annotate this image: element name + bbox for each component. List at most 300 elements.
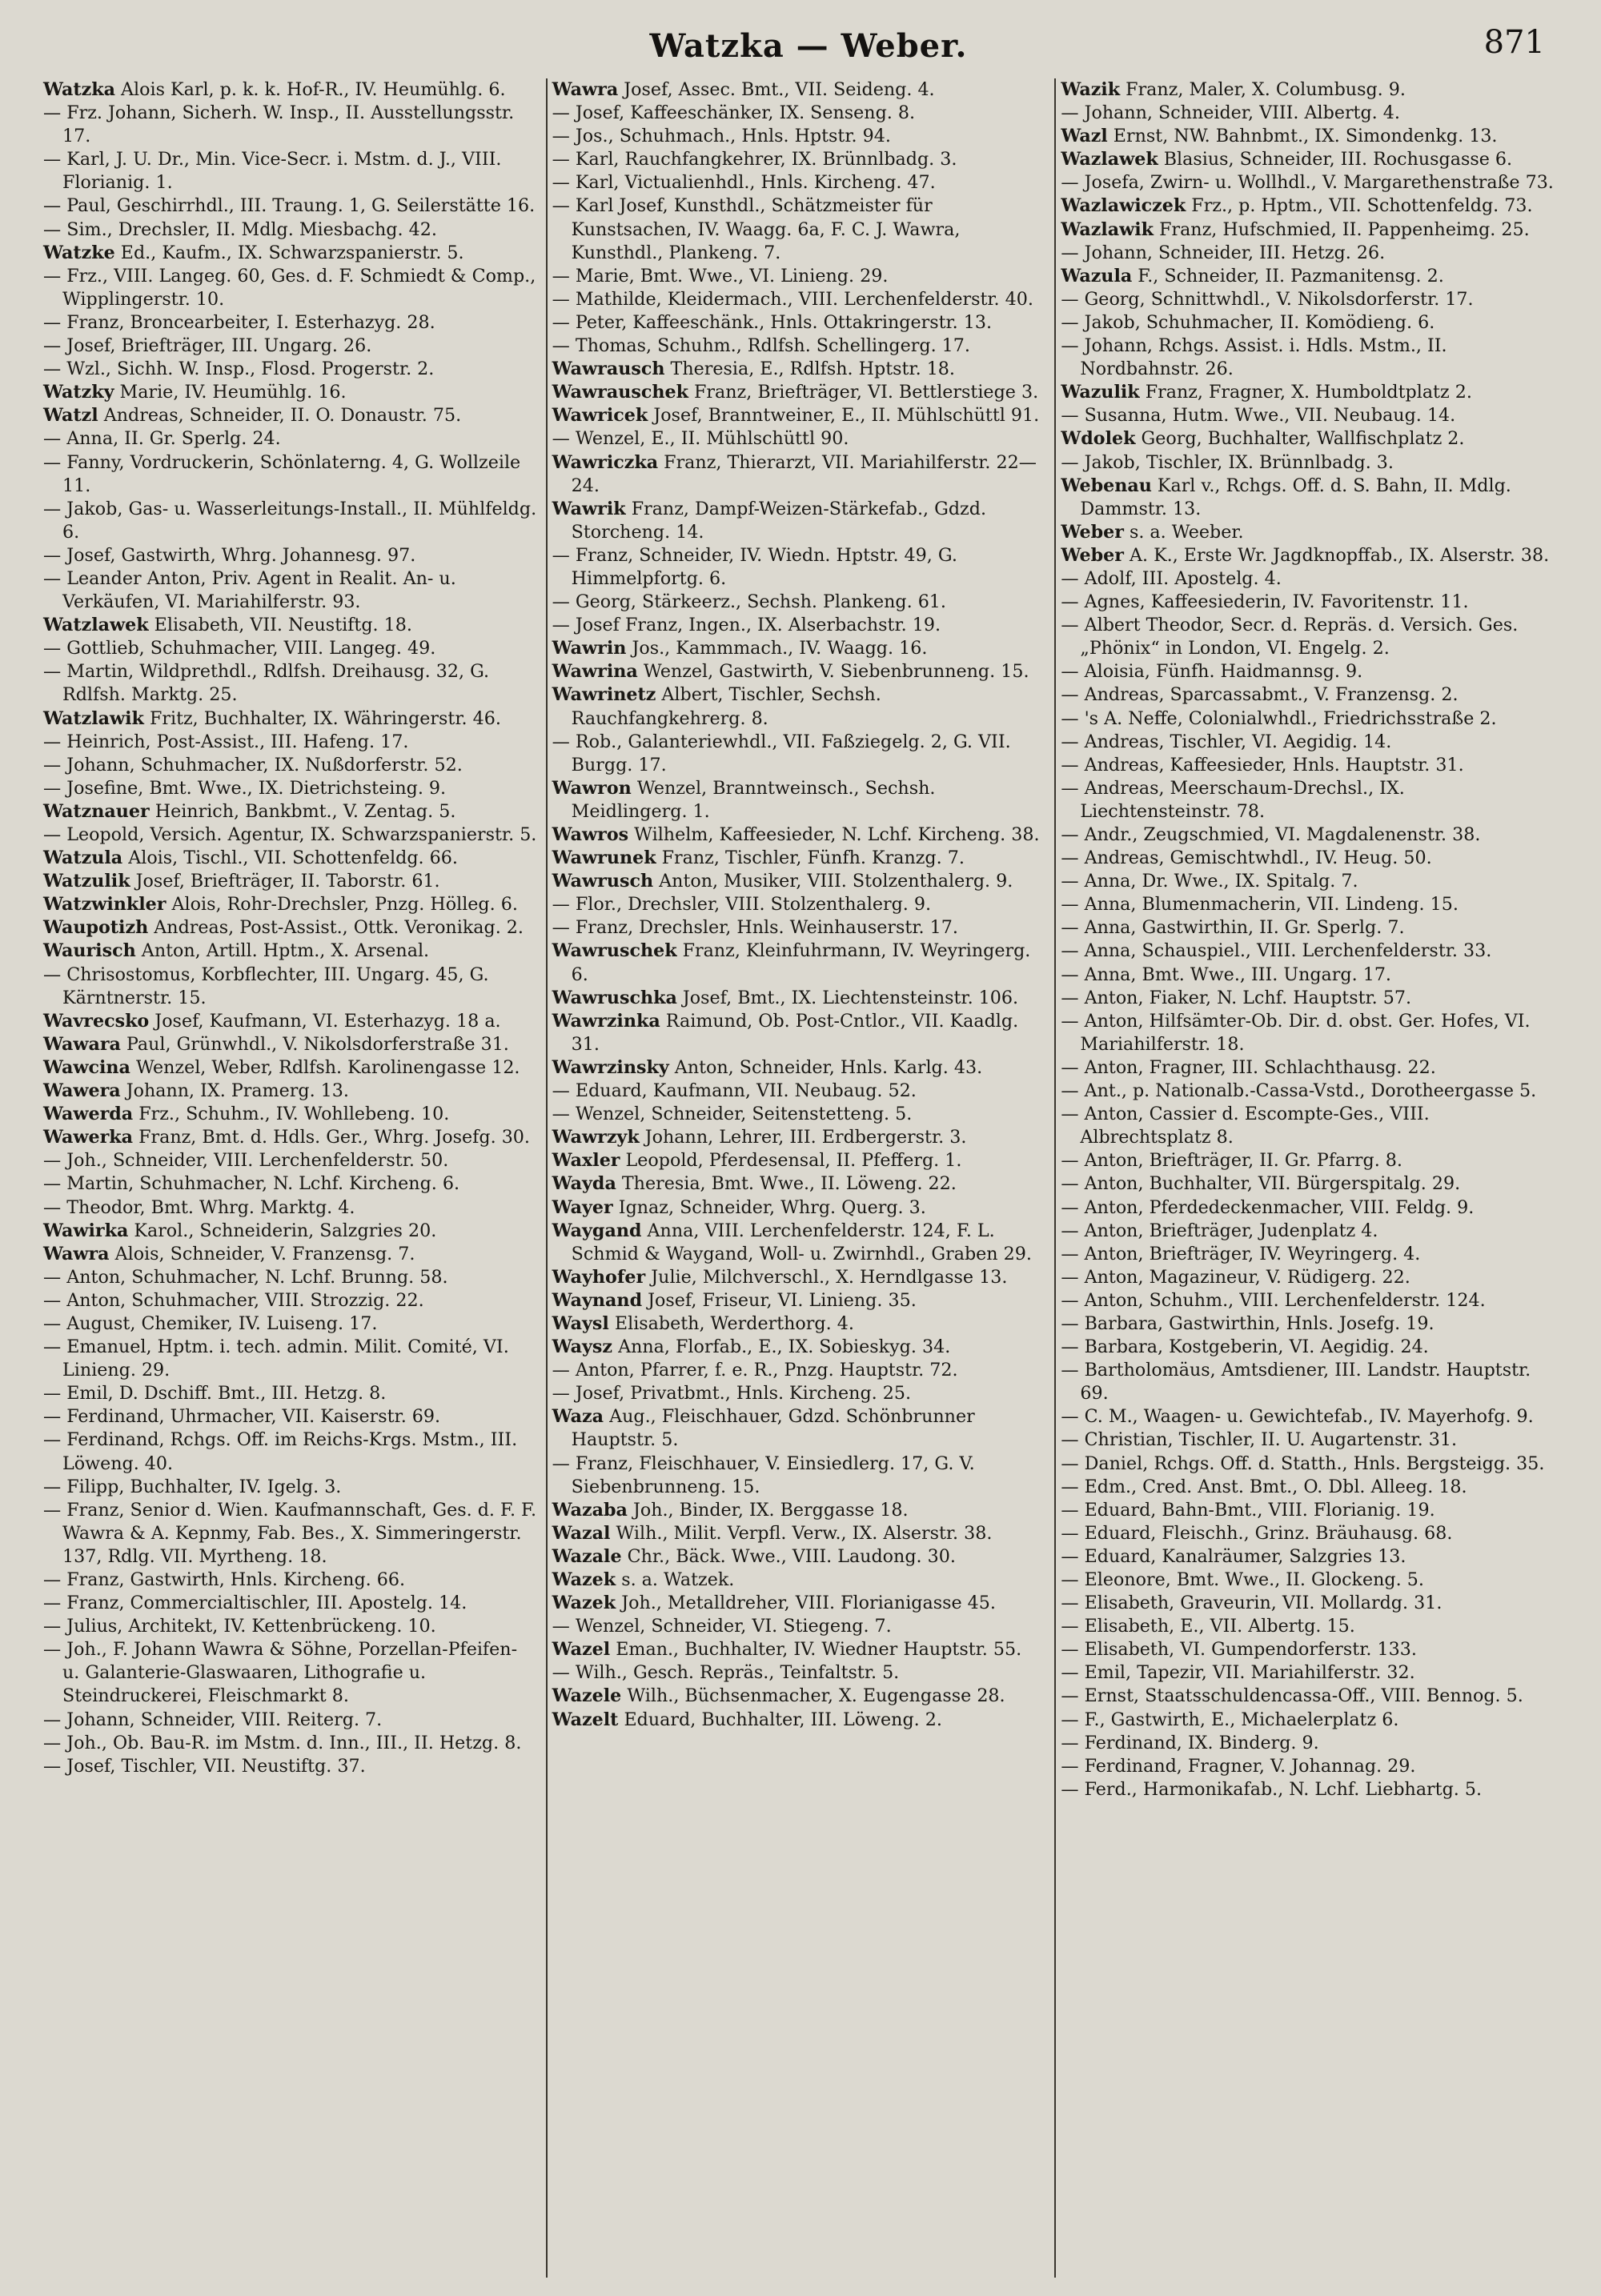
directory-entry	[552, 591, 1049, 614]
column-middle	[546, 78, 1055, 2278]
entry-text: — Albert Theodor, Secr. d. Repräs. d. Versich. Ges. „Phönix“ in London, VI. Engelg. 2.	[1061, 615, 1519, 659]
directory-entry	[1061, 660, 1557, 683]
entry-text: Josef, Bmt., IX. Liechtensteinstr. 106.	[676, 987, 1019, 1008]
entry-text: Julie, Milchverschl., X. Herndlgasse 13.	[645, 1266, 1008, 1288]
entry-headword: Wazl	[1061, 126, 1108, 147]
directory-entry	[1061, 1172, 1557, 1196]
entry-headword: Wawrunek	[552, 847, 656, 869]
directory-entry	[552, 637, 1049, 660]
entry-text: — Jakob, Tischler, IX. Brünnlbadg. 3.	[1061, 451, 1394, 473]
directory-entry	[1061, 1220, 1557, 1243]
entry-text: Elisabeth, VII. Neustiftg. 18.	[148, 615, 412, 636]
entry-headword: Wazulik	[1061, 382, 1140, 403]
entry-text: Georg, Buchhalter, Wallfischplatz 2.	[1135, 428, 1465, 450]
directory-entry	[1061, 823, 1557, 847]
entry-headword: Watzky	[43, 382, 114, 403]
entry-text: — Wenzel, E., II. Mühlschüttl 90.	[552, 428, 849, 450]
directory-entry	[1061, 1405, 1557, 1428]
entry-headword: Weber	[1061, 544, 1124, 566]
directory-entry	[1061, 544, 1557, 567]
directory-entry	[552, 171, 1049, 194]
entry-text: — Josefine, Bmt. Wwe., IX. Dietrichsteing. 9.	[43, 777, 447, 799]
entry-headword: Wazelt	[552, 1709, 619, 1730]
directory-entry	[43, 78, 540, 102]
entry-text: — Franz, Gastwirth, Hnls. Kircheng. 66.	[43, 1569, 406, 1590]
entry-text: — Wenzel, Schneider, Seitenstetteng. 5.	[552, 1104, 913, 1125]
entry-text: — Agnes, Kaffeesiederin, IV. Favoritenstr. 11.	[1061, 591, 1469, 613]
entry-text: Josef, Friseur, VI. Linieng. 35.	[642, 1289, 917, 1311]
directory-entry	[552, 614, 1049, 637]
entry-text: — Eduard, Fleischh., Grinz. Bräuhausg. 68.	[1061, 1522, 1453, 1544]
directory-entry	[1061, 1289, 1557, 1312]
entry-headword: Wawrzinsky	[552, 1056, 669, 1078]
entry-headword: Wawrin	[552, 638, 627, 659]
entry-headword: Wazlawik	[1061, 218, 1154, 240]
directory-entry	[43, 1592, 540, 1615]
directory-entry	[43, 311, 540, 335]
directory-entry	[43, 1428, 540, 1475]
directory-entry	[43, 800, 540, 823]
directory-entry	[1061, 1615, 1557, 1638]
directory-entry	[43, 1056, 540, 1080]
entry-text: Franz, Maler, X. Columbusg. 9.	[1120, 79, 1406, 100]
directory-entry	[1061, 381, 1557, 404]
entry-text: — Georg, Schnittwhdl., V. Nikolsdorferstr. 17.	[1061, 288, 1474, 310]
directory-entry	[1061, 1243, 1557, 1266]
directory-entry	[43, 358, 540, 381]
directory-entry	[43, 1476, 540, 1499]
directory-entry	[1061, 311, 1557, 335]
directory-entry	[552, 1289, 1049, 1312]
directory-entry	[552, 265, 1049, 288]
entry-text: — Anton, Buchhalter, VII. Bürgerspitalg. 29.	[1061, 1173, 1461, 1195]
directory-entry	[552, 358, 1049, 381]
entry-text: — Karl, Rauchfangkehrer, IX. Brünnlbadg. 3.	[552, 149, 957, 170]
page-header	[48, 18, 1569, 74]
directory-entry	[43, 660, 540, 707]
entry-text: — Johann, Schneider, VIII. Reiterg. 7.	[43, 1709, 383, 1730]
entry-text: Josef, Branntweiner, E., II. Mühlschüttl 91.	[648, 405, 1040, 427]
entry-headword: Wazula	[1061, 265, 1133, 286]
entry-text: — Barbara, Kostgeberin, VI. Aegidig. 24.	[1061, 1336, 1429, 1358]
entry-text: Wenzel, Weber, Rdlfsh. Karolinengasse 12.	[130, 1056, 520, 1078]
directory-entry	[552, 311, 1049, 335]
entry-text: — Johann, Schneider, III. Hetzg. 26.	[1061, 242, 1386, 263]
entry-text: — Eduard, Kanalräumer, Salzgries 13.	[1061, 1545, 1406, 1567]
entry-text: Ignaz, Schneider, Whrg. Querg. 3.	[612, 1196, 926, 1218]
directory-entry	[43, 893, 540, 916]
entry-text: — Anna, Schauspiel., VIII. Lerchenfelderstr. 33.	[1061, 940, 1492, 962]
entry-headword: Waxler	[552, 1150, 620, 1172]
directory-entry	[43, 1289, 540, 1312]
entry-headword: Watznauer	[43, 800, 150, 822]
entry-text: — Julius, Architekt, IV. Kettenbrückeng. 10.	[43, 1616, 436, 1637]
entry-text: — Josef, Gastwirth, Whrg. Johannesg. 97.	[43, 544, 416, 566]
entry-headword: Waurisch	[43, 940, 136, 962]
entry-text: Jos., Kammmach., IV. Waagg. 16.	[626, 638, 928, 659]
entry-text: Alois Karl, p. k. k. Hof-R., IV. Heumühlg. 6.	[114, 79, 506, 100]
directory-entry	[552, 288, 1049, 311]
directory-entry	[43, 1709, 540, 1732]
directory-entry	[1061, 964, 1557, 987]
directory-entry	[43, 940, 540, 963]
entry-headword: Weber	[1061, 521, 1124, 543]
directory-entry	[552, 1638, 1049, 1661]
directory-entry	[1061, 1545, 1557, 1569]
entry-text: Franz, Thierarzt, VII. Mariahilferstr. 22—24.	[571, 451, 1037, 496]
entry-text: s. a. Watzek.	[616, 1569, 735, 1590]
directory-entry	[1061, 1709, 1557, 1732]
directory-entry	[552, 1709, 1049, 1732]
entry-text: Wilhelm, Kaffeesieder, N. Lchf. Kircheng. 38.	[628, 824, 1040, 845]
entry-text: Raimund, Ob. Post-Cntlor., VII. Kaadlg. 31.	[571, 1010, 1019, 1055]
entry-text: Franz, Dampf-Weizen-Stärkefab., Gdzd. Storcheng. 14.	[571, 498, 986, 543]
entry-text: — Wenzel, Schneider, VI. Stiegeng. 7.	[552, 1616, 892, 1637]
entry-text: — Rob., Galanteriewhdl., VII. Faßziegelg. 2, G. VII. Burgg. 17.	[552, 731, 1011, 775]
directory-entry	[552, 1453, 1049, 1499]
entry-text: — Martin, Wildprethdl., Rdlfsh. Dreihausg. 32, G. Rdlfsh. Marktg. 25.	[43, 661, 490, 706]
entry-text: — Johann, Schneider, VIII. Albertg. 4.	[1061, 102, 1400, 124]
directory-entry	[552, 777, 1049, 823]
entry-text: Franz, Tischler, Fünfh. Kranzg. 7.	[656, 847, 965, 869]
directory-entry	[1061, 1428, 1557, 1452]
entry-text: — Anna, Bmt. Wwe., III. Ungarg. 17.	[1061, 964, 1391, 985]
entry-text: — Marie, Bmt. Wwe., VI. Linieng. 29.	[552, 265, 889, 286]
entry-headword: Wazal	[552, 1522, 611, 1544]
entry-text: Karol., Schneiderin, Salzgries 20.	[128, 1220, 437, 1241]
entry-headword: Wayhofer	[552, 1266, 646, 1288]
entry-text: — Ferdinand, Uhrmacher, VII. Kaiserstr. 69.	[43, 1406, 441, 1428]
directory-entry	[1061, 1661, 1557, 1685]
entry-text: — Franz, Commercialtischler, III. Apostelg. 14.	[43, 1593, 467, 1614]
directory-entry	[1061, 171, 1557, 194]
entry-text: Anton, Musiker, VIII. Stolzenthalerg. 9.	[653, 871, 1013, 892]
entry-text: — Theodor, Bmt. Whrg. Marktg. 4.	[43, 1196, 355, 1218]
directory-entry	[1061, 335, 1557, 381]
entry-text: — Ant., p. Nationalb.-Cassa-Vstd., Dorotheergasse 5.	[1061, 1080, 1537, 1102]
entry-headword: Watzwinkler	[43, 894, 167, 916]
entry-headword: Waza	[552, 1406, 604, 1428]
entry-headword: Wawruschka	[552, 987, 677, 1008]
directory-entry	[552, 1405, 1049, 1452]
entry-text: Frz., p. Hptm., VII. Schottenfeldg. 73.	[1186, 195, 1533, 217]
entry-text: Karl v., Rchgs. Off. d. S. Bahn, II. Mdlg. Dammstr. 13.	[1080, 475, 1511, 519]
entry-text: Aug., Fleischhauer, Gdzd. Schönbrunner Hauptstr. 5.	[571, 1406, 975, 1451]
entry-text: — F., Gastwirth, E., Michaelerplatz 6.	[1061, 1709, 1399, 1730]
entry-text: — Sim., Drechsler, II. Mdlg. Miesbachg. 42.	[43, 218, 437, 240]
directory-entry	[552, 1382, 1049, 1405]
entry-headword: Wazel	[552, 1639, 611, 1661]
directory-entry	[43, 823, 540, 847]
directory-entry	[552, 847, 1049, 870]
entry-text: — Anna, Dr. Wwe., IX. Spitalg. 7.	[1061, 871, 1358, 892]
entry-text: Anna, VIII. Lerchenfelderstr. 124, F. L. Schmid & Waygand, Woll- u. Zwirnhdl., Graben 29.	[571, 1220, 1032, 1264]
directory-entry	[552, 194, 1049, 264]
page-title: Watzka — Weber.	[649, 26, 968, 65]
entry-headword: Wazek	[552, 1569, 616, 1590]
entry-headword: Waysl	[552, 1312, 609, 1334]
directory-entry	[1061, 707, 1557, 731]
entry-text: — Johann, Rchgs. Assist. i. Hdls. Mstm., II. Nordbahnstr. 26.	[1061, 335, 1447, 380]
directory-entry	[1061, 1010, 1557, 1056]
entry-text: — Leopold, Versich. Agentur, IX. Schwarzspanierstr. 5.	[43, 824, 537, 845]
directory-entry	[1061, 731, 1557, 754]
directory-entry	[552, 404, 1049, 427]
entry-text: Alois, Schneider, V. Franzensg. 7.	[109, 1243, 415, 1264]
directory-entry	[552, 451, 1049, 498]
column-left	[38, 78, 546, 2278]
directory-entry	[1061, 194, 1557, 218]
entry-text: — Elisabeth, VI. Gumpendorferstr. 133.	[1061, 1639, 1417, 1661]
directory-entry	[552, 1336, 1049, 1359]
directory-entry	[552, 1220, 1049, 1266]
directory-entry	[1061, 451, 1557, 475]
entry-text: Fritz, Buchhalter, IX. Währingerstr. 46.	[143, 707, 501, 729]
entry-text: — Chrisostomus, Korbflechter, III. Ungarg. 45, G. Kärntnerstr. 15.	[43, 964, 489, 1008]
directory-entry	[1061, 1080, 1557, 1103]
directory-entry	[1061, 102, 1557, 125]
entry-text: Johann, Lehrer, III. Erdbergerstr. 3.	[639, 1127, 967, 1148]
directory-entry	[1061, 1499, 1557, 1522]
directory-entry	[43, 1336, 540, 1382]
entry-text: — Anton, Hilfsämter-Ob. Dir. d. obst. Ger. Hofes, VI. Mariahilferstr. 18.	[1061, 1010, 1531, 1055]
entry-text: Chr., Bäck. Wwe., VIII. Laudong. 30.	[621, 1545, 956, 1567]
entry-text: — Georg, Stärkeerz., Sechsh. Plankeng. 61.	[552, 591, 946, 613]
entry-headword: Wawron	[552, 777, 632, 799]
directory-entry	[43, 1499, 540, 1569]
entry-text: Franz, Kleinfuhrmann, IV. Weyringerg. 6.	[571, 940, 1031, 985]
entry-text: — Mathilde, Kleidermach., VIII. Lerchenfelderstr. 40.	[552, 288, 1033, 310]
entry-text: — Emil, D. Dschiff. Bmt., III. Hetzg. 8.	[43, 1383, 387, 1404]
directory-entry	[1061, 1778, 1557, 1801]
directory-entry	[552, 1172, 1049, 1196]
directory-entry	[552, 1080, 1049, 1103]
directory-entry	[552, 125, 1049, 148]
entry-text: — Anton, Fragner, III. Schlachthausg. 22.	[1061, 1056, 1436, 1078]
entry-text: — Josef, Briefträger, III. Ungarg. 26.	[43, 335, 372, 357]
directory-entry	[1061, 404, 1557, 427]
directory-entry	[552, 823, 1049, 847]
directory-entry	[1061, 1453, 1557, 1476]
entry-text: — Anton, Schuhmacher, VIII. Strozzig. 22.	[43, 1289, 424, 1311]
directory-entry	[1061, 1732, 1557, 1755]
entry-text: Wilh., Büchsenmacher, X. Eugengasse 28.	[621, 1685, 1005, 1707]
directory-entry	[43, 1033, 540, 1056]
entry-text: Franz, Hufschmied, II. Pappenheimg. 25.	[1154, 218, 1530, 240]
entry-headword: Wazlawiczek	[1061, 195, 1186, 217]
entry-headword: Wawcina	[43, 1056, 130, 1078]
directory-entry	[1061, 614, 1557, 660]
entry-text: A. K., Erste Wr. Jagdknopffab., IX. Alserstr. 38.	[1123, 544, 1550, 566]
entry-text: — Eduard, Kaufmann, VII. Neubaug. 52.	[552, 1080, 917, 1102]
directory-entry	[43, 242, 540, 265]
entry-headword: Wawrusch	[552, 871, 654, 892]
entry-text: Joh., Binder, IX. Berggasse 18.	[627, 1499, 909, 1521]
entry-text: — Franz, Fleischhauer, V. Einsiedlerg. 17, G. V. Siebenbrunneng. 15.	[552, 1453, 975, 1497]
entry-text: — Joh., Ob. Bau-R. im Mstm. d. Inn., III., II. Hetzg. 8.	[43, 1732, 522, 1753]
entry-text: Albert, Tischler, Sechsh. Rauchfangkehrerg. 8.	[571, 684, 881, 729]
entry-text: — Martin, Schuhmacher, N. Lchf. Kircheng. 6.	[43, 1173, 460, 1195]
entry-text: — Jakob, Gas- u. Wasserleitungs-Install., II. Mühlfeldg. 6.	[43, 498, 537, 543]
directory-entry	[552, 1661, 1049, 1685]
columns	[38, 78, 1563, 2278]
entry-text: Anton, Schneider, Hnls. Karlg. 43.	[668, 1056, 983, 1078]
directory-entry	[552, 544, 1049, 591]
entry-text: — Christian, Tischler, II. U. Augartenstr. 31.	[1061, 1429, 1458, 1451]
directory-entry	[1061, 1336, 1557, 1359]
entry-headword: Wawrinetz	[552, 684, 656, 706]
directory-entry	[1061, 1476, 1557, 1499]
entry-text: — Daniel, Rchgs. Off. d. Statth., Hnls. Bergsteigg. 35.	[1061, 1453, 1545, 1474]
entry-headword: Wayer	[552, 1196, 613, 1218]
entry-text: — C. M., Waagen- u. Gewichtefab., IV. Mayerhofg. 9.	[1061, 1406, 1534, 1428]
entry-headword: Waynand	[552, 1289, 643, 1311]
directory-entry	[43, 1638, 540, 1708]
entry-text: — Anna, II. Gr. Sperlg. 24.	[43, 428, 281, 450]
entry-text: Alois, Tischl., VII. Schottenfeldg. 66.	[122, 847, 458, 869]
entry-text: — Johann, Schuhmacher, IX. Nußdorferstr. 52.	[43, 754, 463, 775]
entry-text: Anna, Florfab., E., IX. Sobieskyg. 34.	[612, 1336, 951, 1358]
entry-headword: Wawrausch	[552, 359, 665, 380]
entry-text: — Filipp, Buchhalter, IV. Igelg. 3.	[43, 1476, 342, 1497]
entry-text: Andreas, Post-Assist., Ottk. Veronikag. 2.	[148, 917, 524, 939]
entry-text: — Anton, Pfarrer, f. e. R., Pnzg. Hauptstr. 72.	[552, 1360, 958, 1381]
entry-text: — Anton, Pferdedeckenmacher, VIII. Feldg. 9.	[1061, 1196, 1475, 1218]
entry-text: — Frz. Johann, Sicherh. W. Insp., II. Ausstellungsstr. 17.	[43, 102, 515, 147]
entry-headword: Wawros	[552, 824, 629, 845]
directory-entry	[552, 498, 1049, 544]
entry-headword: Waysz	[552, 1336, 613, 1358]
directory-entry	[43, 731, 540, 754]
directory-entry	[552, 102, 1049, 125]
directory-entry	[552, 731, 1049, 777]
directory-entry	[43, 1382, 540, 1405]
entry-headword: Wawera	[43, 1080, 121, 1102]
entry-text: — Flor., Drechsler, VIII. Stolzenthalerg. 9.	[552, 894, 932, 916]
entry-text: — Ferdinand, Fragner, V. Johannag. 29.	[1061, 1755, 1416, 1777]
directory-entry	[1061, 567, 1557, 591]
entry-headword: Watzlawik	[43, 707, 144, 729]
directory-entry	[1061, 1103, 1557, 1149]
directory-entry	[552, 1569, 1049, 1592]
directory-entry	[43, 1243, 540, 1266]
entry-text: Wenzel, Gastwirth, V. Siebenbrunneng. 15.	[637, 661, 1029, 683]
entry-text: — Franz, Drechsler, Hnls. Weinhauserstr. 17.	[552, 917, 958, 939]
directory-entry	[552, 1196, 1049, 1220]
entry-headword: Wawerka	[43, 1127, 134, 1148]
directory-entry	[552, 683, 1049, 730]
entry-text: — Bartholomäus, Amtsdiener, III. Landstr. Hauptstr. 69.	[1061, 1360, 1531, 1404]
entry-text: — Anna, Gastwirthin, II. Gr. Sperlg. 7.	[1061, 917, 1405, 939]
directory-entry	[43, 777, 540, 800]
entry-headword: Wawrina	[552, 661, 638, 683]
directory-entry	[552, 381, 1049, 404]
entry-headword: Wazaba	[552, 1499, 628, 1521]
directory-entry	[1061, 1196, 1557, 1220]
entry-text: — Karl, J. U. Dr., Min. Vice-Secr. i. Mstm. d. J., VIII. Florianig. 1.	[43, 149, 502, 194]
entry-text: — Wzl., Sichh. W. Insp., Flosd. Progerstr. 2.	[43, 359, 435, 380]
directory-entry	[552, 916, 1049, 940]
directory-entry	[43, 754, 540, 777]
entry-headword: Wawruschek	[552, 940, 677, 962]
directory-entry	[43, 1266, 540, 1289]
directory-entry	[552, 987, 1049, 1010]
entry-text: — Jakob, Schuhmacher, II. Komödieng. 6.	[1061, 311, 1435, 333]
entry-text: — Eleonore, Bmt. Wwe., II. Glockeng. 5.	[1061, 1569, 1424, 1590]
entry-headword: Webenau	[1061, 475, 1152, 496]
directory-entry	[1061, 521, 1557, 544]
entry-text: — Heinrich, Post-Assist., III. Hafeng. 17.	[43, 731, 409, 752]
entry-text: Franz, Fragner, X. Humboldtplatz 2.	[1139, 382, 1472, 403]
entry-text: — Josef Franz, Ingen., IX. Alserbachstr. 19.	[552, 615, 941, 636]
entry-text: — Franz, Broncearbeiter, I. Esterhazyg. 28.	[43, 311, 435, 333]
entry-text: — Ernst, Staatsschuldencassa-Off., VIII. Bennog. 5.	[1061, 1685, 1523, 1707]
entry-text: Blasius, Schneider, III. Rochusgasse 6.	[1158, 149, 1513, 170]
directory-entry	[1061, 1592, 1557, 1615]
entry-headword: Wavrecsko	[43, 1010, 150, 1032]
entry-text: Paul, Grünwhdl., V. Nikolsdorferstraße 31.	[120, 1033, 509, 1055]
entry-text: — Josef, Privatbmt., Hnls. Kircheng. 25.	[552, 1383, 912, 1404]
directory-entry	[43, 1103, 540, 1126]
entry-text: — Barbara, Gastwirthin, Hnls. Josefg. 19.	[1061, 1312, 1434, 1334]
entry-text: Eduard, Buchhalter, III. Löweng. 2.	[618, 1709, 942, 1730]
entry-text: — Ferdinand, IX. Binderg. 9.	[1061, 1732, 1319, 1753]
entry-text: Wenzel, Branntweinsch., Sechsh. Meidlingerg. 1.	[571, 777, 936, 822]
entry-headword: Wdolek	[1061, 428, 1136, 450]
directory-entry	[552, 78, 1049, 102]
directory-entry	[552, 1266, 1049, 1289]
directory-entry	[1061, 1266, 1557, 1289]
directory-entry	[43, 1405, 540, 1428]
entry-text: — Karl, Victualienhdl., Hnls. Kircheng. 47.	[552, 172, 936, 194]
entry-headword: Wawara	[43, 1033, 121, 1055]
entry-headword: Wazale	[552, 1545, 622, 1567]
directory-entry	[1061, 940, 1557, 963]
entry-headword: Wawriczka	[552, 451, 659, 473]
entry-text: — Andreas, Tischler, VI. Aegidig. 14.	[1061, 731, 1392, 752]
entry-text: — Edm., Cred. Anst. Bmt., O. Dbl. Alleeg. 18.	[1061, 1476, 1467, 1497]
entry-text: Heinrich, Bankbmt., V. Zentag. 5.	[149, 800, 456, 822]
entry-headword: Wawirka	[43, 1220, 129, 1241]
entry-text: Ernst, NW. Bahnbmt., IX. Simondenkg. 13.	[1107, 126, 1498, 147]
entry-text: — Aloisia, Fünfh. Haidmannsg. 9.	[1061, 661, 1363, 683]
directory-entry	[1061, 427, 1557, 451]
entry-text: — Gottlieb, Schuhmacher, VIII. Langeg. 49.	[43, 638, 436, 659]
entry-text: — Josef, Kaffeeschänker, IX. Senseng. 8.	[552, 102, 916, 124]
directory-entry	[1061, 1755, 1557, 1778]
directory-entry	[1061, 1359, 1557, 1405]
entry-text: — Fanny, Vordruckerin, Schönlaterng. 4, G. Wollzeile 11.	[43, 451, 521, 496]
entry-headword: Waupotizh	[43, 917, 149, 939]
entry-text: Eman., Buchhalter, IV. Wiedner Hauptstr. 55.	[610, 1639, 1022, 1661]
directory-entry	[1061, 847, 1557, 870]
directory-entry	[43, 544, 540, 567]
directory-entry	[43, 194, 540, 218]
entry-text: — Anton, Cassier d. Escompte-Ges., VIII. Albrechtsplatz 8.	[1061, 1104, 1430, 1148]
directory-entry	[43, 381, 540, 404]
directory-entry	[43, 847, 540, 870]
entry-text: Joh., Metalldreher, VIII. Florianigasse 45.	[616, 1593, 996, 1614]
directory-entry	[1061, 78, 1557, 102]
directory-entry	[552, 1312, 1049, 1336]
directory-entry	[43, 567, 540, 614]
entry-text: — Ferd., Harmonikafab., N. Lchf. Liebhartg. 5.	[1061, 1778, 1483, 1800]
directory-entry	[552, 940, 1049, 986]
entry-text: — Susanna, Hutm. Wwe., VII. Neubaug. 14.	[1061, 405, 1456, 427]
entry-text: — Eduard, Bahn-Bmt., VIII. Florianig. 19.	[1061, 1499, 1435, 1521]
directory-entry	[552, 1545, 1049, 1569]
directory-entry	[43, 1080, 540, 1103]
